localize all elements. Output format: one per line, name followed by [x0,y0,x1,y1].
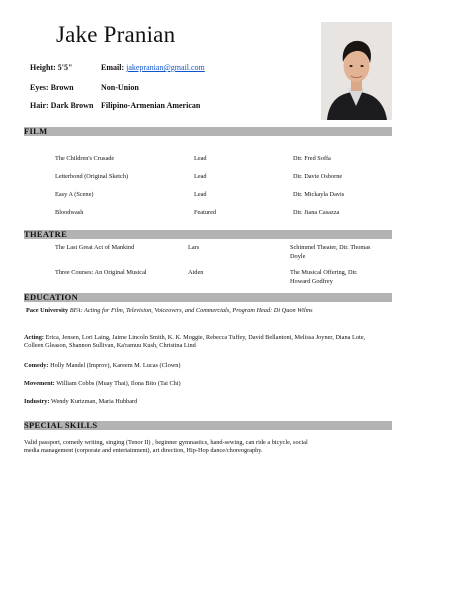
film-role: Lead [194,173,207,180]
eyes-label: Eyes: Brown [30,83,74,92]
headshot-photo [321,22,392,120]
film-title: The Children's Crusade [55,155,115,162]
film-heading: FILM [24,126,48,136]
movement-teachers [24,380,374,388]
email-link[interactable]: jakepranian@gmail.com [126,63,205,72]
acting-teachers [24,334,374,350]
theatre-section-bar [24,230,392,239]
theatre-venue-line1: Schimmel Theater, Dir. Thomas [290,244,371,251]
film-section-bar [24,127,392,136]
film-director: Dir. Fred Soffa [293,155,331,162]
skills-line2: media management (corporate and entertainment), art direction, Hip-Hop dance/choreography. [24,447,263,455]
theatre-title: Three Courses: An Original Musical [55,269,147,276]
industry-label: Industry: [24,398,50,405]
acting-label: Acting: [24,334,44,341]
acting-list-line1: Erica, Jensen, Lori Laing, Jaime Lincoln Smith, K. K. Moggie, Rebecca Tuffey, David Bellantoni, Melissa Joyner, Diana Lote, [45,334,366,341]
education-heading: EDUCATION [24,292,79,302]
theatre-venue-line1: The Musical Offering, Dir. [290,269,358,276]
email-row [101,63,205,72]
union-status: Non-Union [101,83,139,92]
height-label: Height: 5'5" [30,63,73,72]
theatre-title: The Last Great Act of Mankind [55,244,135,251]
school-name: Pace University [26,307,69,314]
comedy-label: Comedy: [24,362,49,369]
film-director: Dir. Mickayla Davis [293,191,345,198]
film-director: Dir. Davie Osborne [293,173,343,180]
film-role: Lead [194,155,207,162]
comedy-teachers [24,362,374,370]
actor-name: Jake Pranian [56,22,176,47]
comedy-list: Holly Mandel (Improv), Kareem M. Lucas (Clown) [50,362,181,369]
headshot-illustration [321,22,392,120]
education-section-bar [24,293,392,302]
theatre-venue-line2: Doyle [290,253,306,260]
theatre-role: Lars [188,244,200,251]
ethnicity: Filipino-Armenian American [101,101,201,110]
skills-line1: Valid passport, comedy writing, singing (Tenor II) , beginner gymnastics, hand-sewing, can ride a bicycle, social [24,439,308,446]
industry-list: Wendy Kurtzman, Maria Hubbard [51,398,138,405]
skills-heading: SPECIAL SKILLS [24,420,98,430]
film-director: Dir. Jiana Casazza [293,209,340,216]
movement-label: Movement: [24,380,55,387]
acting-list-line2: Colleen Gleason, Shannon Sullivan, Ka'ramuu Kush, Christina Lind [24,342,196,350]
theatre-role: Aiden [188,269,204,276]
film-title: Bloodwash [55,209,84,216]
theatre-heading: THEATRE [24,229,68,239]
email-label: Email: [101,63,125,72]
degree-text: BFA: Acting for Film, Television, Voiceovers, and Commercials, Program Head: Di Quon Wilms [69,307,313,314]
skills-text [24,439,374,455]
industry-teachers [24,398,374,406]
hair-label: Hair: Dark Brown [30,101,94,110]
movement-list: William Cobbs (Muay Thai), Ilona Bito (Tai Chi) [56,380,181,387]
film-title: Letterbond (Original Sketch) [55,173,129,180]
theatre-venue-line2: Howard Godfrey [290,278,333,285]
film-title: Easy A (Scene) [55,191,94,198]
film-role: Lead [194,191,207,198]
education-degree [26,307,376,315]
film-role: Featured [194,209,217,216]
